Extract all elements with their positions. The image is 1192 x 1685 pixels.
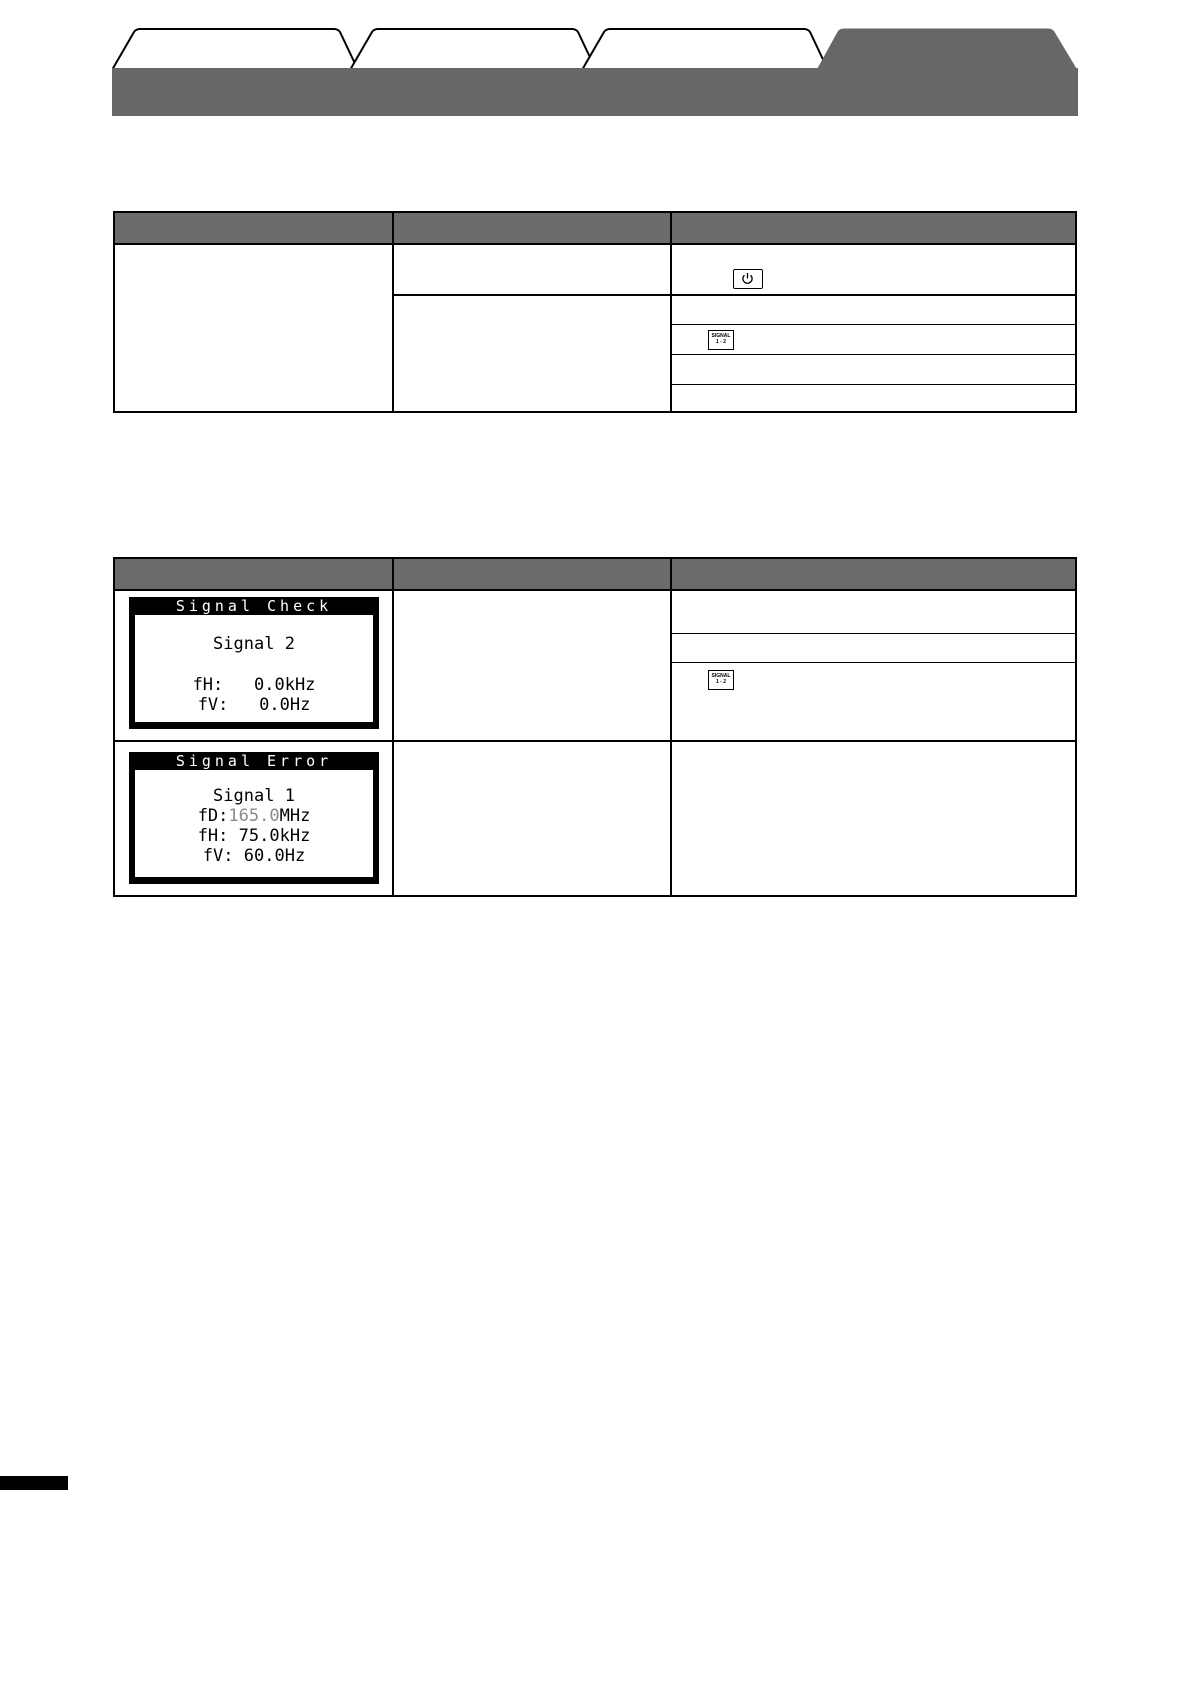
table-header [115, 213, 1075, 245]
osd-fh-row [135, 826, 373, 846]
osd-fh-label: fH: [197, 826, 229, 846]
section-title-bar [112, 68, 1078, 116]
column-divider [670, 559, 672, 895]
osd-fv-row [135, 846, 373, 866]
osd-signal-name: Signal 1 [213, 786, 295, 806]
osd-fh-label: fH: [192, 675, 224, 695]
osd-fv-value: 0.0Hz [259, 695, 311, 715]
osd-body [135, 770, 373, 877]
osd-fd-unit: MHz [279, 806, 311, 826]
signal-button-illustration [708, 670, 734, 690]
osd-fd-label: fD: [197, 806, 229, 826]
troubleshooting-table-1 [113, 211, 1077, 413]
osd-title: Signal Error [175, 752, 333, 770]
row-divider [672, 354, 1075, 355]
osd-signal-check-screen [129, 597, 379, 729]
row-divider [394, 294, 1075, 296]
signal-key-sublabel: 1 - 2 [715, 679, 726, 685]
signal-key-label: SIGNAL [711, 673, 731, 679]
osd-fv-label: fV: [197, 695, 229, 715]
column-divider [670, 213, 672, 411]
tab-3[interactable] [582, 28, 832, 72]
osd-signal-error-screen [129, 752, 379, 884]
section-tabs [112, 28, 1078, 116]
osd-fd-value: 165.0 [228, 806, 280, 826]
page-edge-marker [0, 1476, 68, 1490]
tab-4-active[interactable] [816, 28, 1078, 72]
osd-fv-label: fV: [202, 846, 234, 866]
osd-body [135, 615, 373, 722]
osd-fh-value: 75.0kHz [238, 826, 311, 846]
row-divider [672, 633, 1075, 634]
osd-fv-row [135, 695, 373, 715]
osd-fv-value: 60.0Hz [243, 846, 306, 866]
signal-key-label: SIGNAL [711, 333, 731, 339]
signal-button-illustration [708, 330, 734, 350]
troubleshooting-table-2 [113, 557, 1077, 897]
osd-fh-value: 0.0kHz [254, 675, 316, 695]
column-divider [392, 213, 394, 411]
row-divider [115, 740, 1075, 742]
power-button-illustration [733, 269, 763, 289]
power-icon [734, 270, 761, 287]
osd-signal-name: Signal 2 [213, 634, 295, 654]
row-divider [672, 384, 1075, 385]
row-divider [672, 324, 1075, 325]
osd-fh-row [135, 675, 373, 695]
column-divider [392, 559, 394, 895]
osd-title: Signal Check [175, 597, 333, 615]
tab-2[interactable] [350, 28, 600, 72]
osd-fd-row [135, 806, 373, 826]
signal-key-sublabel: 1 - 2 [715, 339, 726, 345]
row-divider [672, 662, 1075, 663]
table-header [115, 559, 1075, 591]
tab-1[interactable] [112, 28, 362, 72]
